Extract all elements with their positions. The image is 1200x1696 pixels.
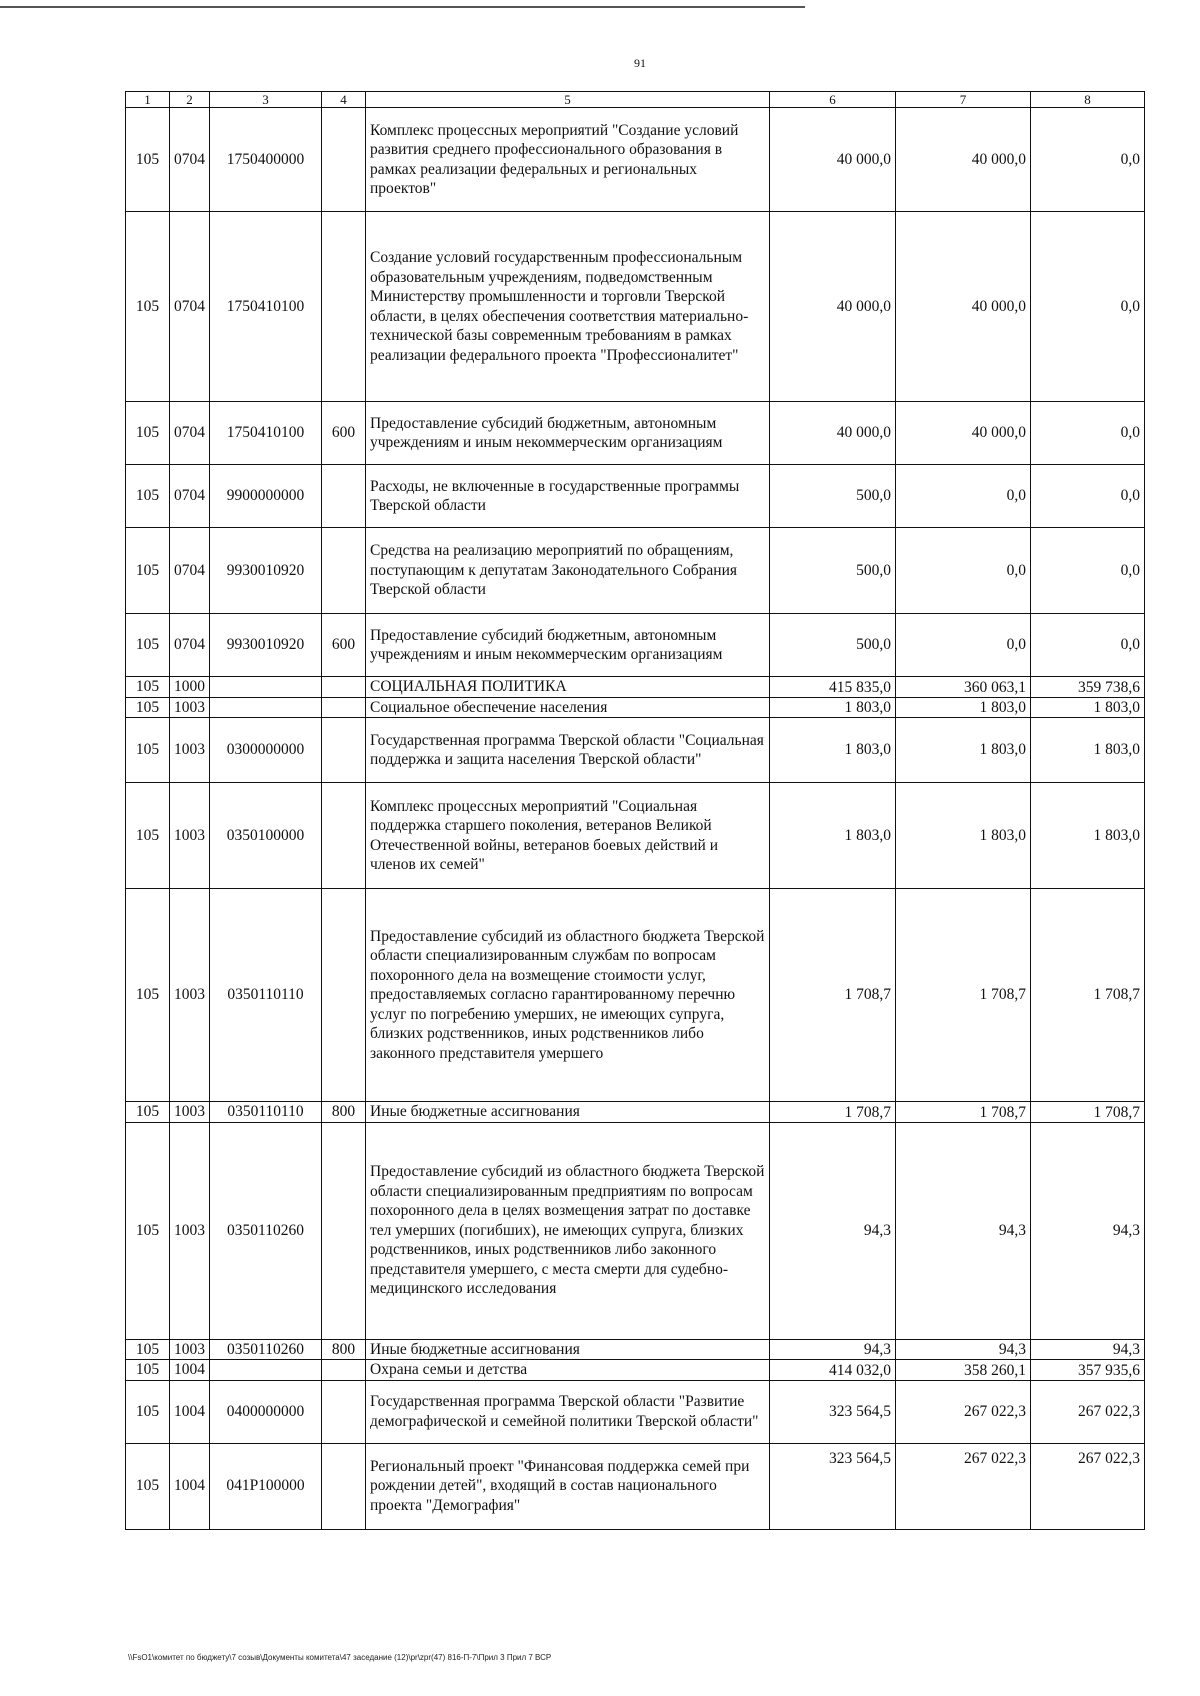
- section-cell: 1003: [170, 1102, 210, 1123]
- amount-1-cell: 40 000,0: [770, 212, 896, 402]
- table-row: [126, 465, 1145, 528]
- amount-3-cell: 1 803,0: [1031, 697, 1145, 718]
- target-article-cell: [210, 1360, 322, 1381]
- section-cell: 1004: [170, 1360, 210, 1381]
- target-article-cell: 0350110110: [210, 889, 322, 1102]
- target-article-cell: 0300000000: [210, 718, 322, 783]
- amount-2-cell: 267 022,3: [896, 1443, 1031, 1529]
- table-row: [126, 108, 1145, 212]
- name-cell: Предоставление субсидий бюджетным, автономным учреждениям и иным некоммерческим организациям: [366, 614, 770, 677]
- expense-type-cell: [322, 465, 366, 528]
- amount-2-cell: 1 708,7: [896, 889, 1031, 1102]
- name-cell: Охрана семьи и детства: [366, 1360, 770, 1381]
- ved-cell: 105: [126, 889, 170, 1102]
- amount-3-cell: 1 708,7: [1031, 889, 1145, 1102]
- header-row: [126, 92, 1145, 108]
- section-cell: 1003: [170, 889, 210, 1102]
- expense-type-cell: [322, 1360, 366, 1381]
- amount-2-cell: 40 000,0: [896, 212, 1031, 402]
- amount-3-cell: 267 022,3: [1031, 1443, 1145, 1529]
- section-cell: 1003: [170, 1122, 210, 1339]
- section-cell: 0704: [170, 402, 210, 465]
- expense-type-cell: 600: [322, 402, 366, 465]
- name-cell: Предоставление субсидий из областного бюджета Тверской области специализированным службам по вопросам похоронного дела на возмещение стоимости услуг, предоставляемых согласно гарантированному перечню услуг по погребению умерших, не имеющих супруга, близких родственников, иных родственников либо законного представителя умершего: [366, 889, 770, 1102]
- col-header-3: 3: [210, 92, 322, 108]
- table-row: [126, 783, 1145, 889]
- table-row: [126, 1339, 1145, 1360]
- section-cell: 0704: [170, 465, 210, 528]
- section-cell: 1003: [170, 783, 210, 889]
- ved-cell: 105: [126, 528, 170, 614]
- target-article-cell: [210, 697, 322, 718]
- amount-3-cell: 0,0: [1031, 614, 1145, 677]
- target-article-cell: 1750410100: [210, 402, 322, 465]
- amount-1-cell: 414 032,0: [770, 1360, 896, 1381]
- col-header-7: 7: [896, 92, 1031, 108]
- amount-2-cell: 358 260,1: [896, 1360, 1031, 1381]
- col-header-5: 5: [366, 92, 770, 108]
- amount-3-cell: 267 022,3: [1031, 1380, 1145, 1443]
- table-row: [126, 889, 1145, 1102]
- ved-cell: 105: [126, 1443, 170, 1529]
- amount-3-cell: 1 708,7: [1031, 1102, 1145, 1123]
- page-number: 91: [634, 56, 646, 70]
- table-row: [126, 212, 1145, 402]
- section-cell: 1003: [170, 718, 210, 783]
- name-cell: СОЦИАЛЬНАЯ ПОЛИТИКА: [366, 677, 770, 698]
- amount-2-cell: 0,0: [896, 528, 1031, 614]
- section-cell: 0704: [170, 212, 210, 402]
- ved-cell: 105: [126, 783, 170, 889]
- budget-table: [125, 91, 1145, 1530]
- ved-cell: 105: [126, 718, 170, 783]
- target-article-cell: 0350100000: [210, 783, 322, 889]
- amount-1-cell: 323 564,5: [770, 1380, 896, 1443]
- amount-1-cell: 94,3: [770, 1122, 896, 1339]
- amount-2-cell: 267 022,3: [896, 1380, 1031, 1443]
- col-header-2: 2: [170, 92, 210, 108]
- expense-type-cell: 800: [322, 1339, 366, 1360]
- amount-3-cell: 94,3: [1031, 1339, 1145, 1360]
- table-row: [126, 1122, 1145, 1339]
- table-row: [126, 718, 1145, 783]
- expense-type-cell: [322, 528, 366, 614]
- amount-1-cell: 40 000,0: [770, 402, 896, 465]
- ved-cell: 105: [126, 212, 170, 402]
- footer-file-path: \\FsO1\комитет по бюджету\7 созыв\Документы комитета\47 заседание (12)\pr\zpr(47) 816-П-7\Прил 3 Прил 7 ВСР: [128, 1653, 552, 1662]
- name-cell: Предоставление субсидий бюджетным, автономным учреждениям и иным некоммерческим организациям: [366, 402, 770, 465]
- amount-1-cell: 500,0: [770, 614, 896, 677]
- amount-2-cell: 40 000,0: [896, 402, 1031, 465]
- expense-type-cell: 600: [322, 614, 366, 677]
- col-header-6: 6: [770, 92, 896, 108]
- amount-1-cell: 1 803,0: [770, 697, 896, 718]
- ved-cell: 105: [126, 108, 170, 212]
- amount-1-cell: 415 835,0: [770, 677, 896, 698]
- section-cell: 0704: [170, 614, 210, 677]
- expense-type-cell: [322, 1380, 366, 1443]
- ved-cell: 105: [126, 1339, 170, 1360]
- table-row: [126, 1360, 1145, 1381]
- ved-cell: 105: [126, 677, 170, 698]
- amount-2-cell: 40 000,0: [896, 108, 1031, 212]
- target-article-cell: 9930010920: [210, 528, 322, 614]
- table-row: [126, 1102, 1145, 1123]
- name-cell: Государственная программа Тверской области "Развитие демографической и семейной политики Тверской области": [366, 1380, 770, 1443]
- name-cell: Комплекс процессных мероприятий "Социальная поддержка старшего поколения, ветеранов Великой Отечественной войны, ветеранов боевых действий и членов их семей": [366, 783, 770, 889]
- target-article-cell: 1750410100: [210, 212, 322, 402]
- expense-type-cell: [322, 677, 366, 698]
- table-row: [126, 614, 1145, 677]
- section-cell: 1004: [170, 1443, 210, 1529]
- amount-3-cell: 94,3: [1031, 1122, 1145, 1339]
- target-article-cell: 9930010920: [210, 614, 322, 677]
- expense-type-cell: [322, 1122, 366, 1339]
- name-cell: Расходы, не включенные в государственные программы Тверской области: [366, 465, 770, 528]
- ved-cell: 105: [126, 465, 170, 528]
- amount-1-cell: 1 708,7: [770, 889, 896, 1102]
- col-header-1: 1: [126, 92, 170, 108]
- amount-3-cell: 1 803,0: [1031, 718, 1145, 783]
- amount-2-cell: 0,0: [896, 465, 1031, 528]
- top-rule: [0, 6, 805, 8]
- expense-type-cell: [322, 212, 366, 402]
- section-cell: 1004: [170, 1380, 210, 1443]
- ved-cell: 105: [126, 1360, 170, 1381]
- table-row: [126, 677, 1145, 698]
- name-cell: Социальное обеспечение населения: [366, 697, 770, 718]
- amount-2-cell: 1 708,7: [896, 1102, 1031, 1123]
- ved-cell: 105: [126, 1122, 170, 1339]
- expense-type-cell: [322, 1443, 366, 1529]
- ved-cell: 105: [126, 1102, 170, 1123]
- table-row: [126, 1443, 1145, 1529]
- section-cell: 1003: [170, 697, 210, 718]
- target-article-cell: 041P100000: [210, 1443, 322, 1529]
- target-article-cell: 1750400000: [210, 108, 322, 212]
- target-article-cell: 0350110110: [210, 1102, 322, 1123]
- amount-1-cell: 40 000,0: [770, 108, 896, 212]
- col-header-4: 4: [322, 92, 366, 108]
- amount-3-cell: 0,0: [1031, 465, 1145, 528]
- name-cell: Иные бюджетные ассигнования: [366, 1339, 770, 1360]
- amount-3-cell: 0,0: [1031, 108, 1145, 212]
- section-cell: 0704: [170, 528, 210, 614]
- expense-type-cell: [322, 697, 366, 718]
- name-cell: Комплекс процессных мероприятий "Создание условий развития среднего профессионального образования в рамках реализации федеральных и региональных проектов": [366, 108, 770, 212]
- amount-1-cell: 500,0: [770, 528, 896, 614]
- amount-1-cell: 500,0: [770, 465, 896, 528]
- amount-3-cell: 359 738,6: [1031, 677, 1145, 698]
- amount-1-cell: 1 708,7: [770, 1102, 896, 1123]
- table-row: [126, 1380, 1145, 1443]
- col-header-8: 8: [1031, 92, 1145, 108]
- expense-type-cell: [322, 108, 366, 212]
- target-article-cell: 9900000000: [210, 465, 322, 528]
- amount-3-cell: 0,0: [1031, 212, 1145, 402]
- section-cell: 1000: [170, 677, 210, 698]
- table-row: [126, 402, 1145, 465]
- name-cell: Предоставление субсидий из областного бюджета Тверской области специализированным предприятиям по вопросам похоронного дела в целях возмещения затрат по доставке тел умерших (погибших), не имеющих супруга, близких родственников, иных родственников либо законного представителя умершего, с места смерти для судебно-медицинского исследования: [366, 1122, 770, 1339]
- section-cell: 0704: [170, 108, 210, 212]
- amount-2-cell: 1 803,0: [896, 697, 1031, 718]
- name-cell: Создание условий государственным профессиональным образовательным учреждениям, подведомственным Министерству промышленности и торговли Тверской области, в целях обеспечения соответствия материально-технической базы современным требованиям в рамках реализации федерального проекта "Профессионалитет": [366, 212, 770, 402]
- amount-3-cell: 357 935,6: [1031, 1360, 1145, 1381]
- name-cell: Государственная программа Тверской области "Социальная поддержка и защита населения Тверской области": [366, 718, 770, 783]
- target-article-cell: 0400000000: [210, 1380, 322, 1443]
- name-cell: Средства на реализацию мероприятий по обращениям, поступающим к депутатам Законодательного Собрания Тверской области: [366, 528, 770, 614]
- amount-3-cell: 0,0: [1031, 528, 1145, 614]
- amount-2-cell: 94,3: [896, 1122, 1031, 1339]
- expense-type-cell: [322, 889, 366, 1102]
- amount-2-cell: 0,0: [896, 614, 1031, 677]
- amount-1-cell: 323 564,5: [770, 1443, 896, 1529]
- table-row: [126, 697, 1145, 718]
- amount-2-cell: 94,3: [896, 1339, 1031, 1360]
- table-row: [126, 528, 1145, 614]
- amount-1-cell: 1 803,0: [770, 718, 896, 783]
- name-cell: Региональный проект "Финансовая поддержка семей при рождении детей", входящий в состав национального проекта "Демография": [366, 1443, 770, 1529]
- name-cell: Иные бюджетные ассигнования: [366, 1102, 770, 1123]
- amount-1-cell: 94,3: [770, 1339, 896, 1360]
- amount-2-cell: 1 803,0: [896, 783, 1031, 889]
- amount-3-cell: 0,0: [1031, 402, 1145, 465]
- amount-2-cell: 1 803,0: [896, 718, 1031, 783]
- target-article-cell: 0350110260: [210, 1339, 322, 1360]
- ved-cell: 105: [126, 697, 170, 718]
- expense-type-cell: [322, 783, 366, 889]
- ved-cell: 105: [126, 614, 170, 677]
- section-cell: 1003: [170, 1339, 210, 1360]
- target-article-cell: 0350110260: [210, 1122, 322, 1339]
- target-article-cell: [210, 677, 322, 698]
- ved-cell: 105: [126, 1380, 170, 1443]
- ved-cell: 105: [126, 402, 170, 465]
- amount-1-cell: 1 803,0: [770, 783, 896, 889]
- expense-type-cell: [322, 718, 366, 783]
- amount-3-cell: 1 803,0: [1031, 783, 1145, 889]
- expense-type-cell: 800: [322, 1102, 366, 1123]
- amount-2-cell: 360 063,1: [896, 677, 1031, 698]
